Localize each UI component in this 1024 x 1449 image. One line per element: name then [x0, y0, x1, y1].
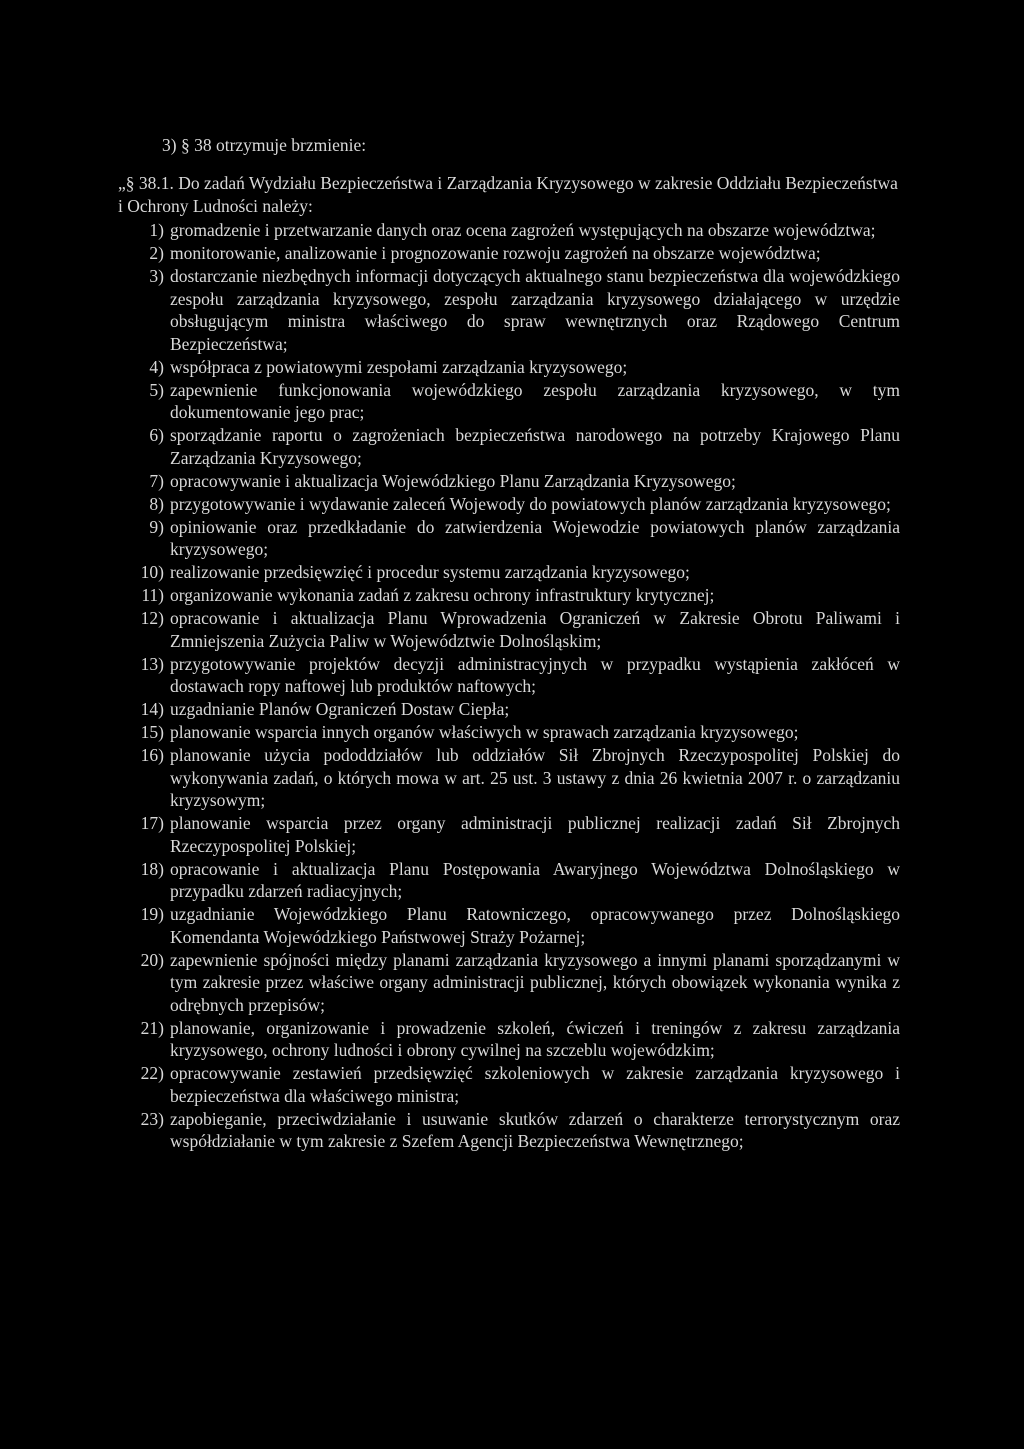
list-item-number: 8) [149, 493, 164, 514]
list-item [118, 721, 900, 744]
list-item-number: 20) [140, 949, 164, 970]
list-item-number: 7) [149, 470, 164, 491]
list-item-text: zapewnienie spójności między planami zarządzania kryzysowego a innymi planami sporządzanymi w tym zakresie przez właściwe organy administracji publicznej, których obowiązek wykonania wynika z odrębnych przepisów; [170, 949, 900, 1015]
list-item-number: 10) [140, 562, 164, 582]
list-item-text: zapewnienie funkcjonowania wojewódzkiego zespołu zarządzania kryzysowego, w tym dokumentowanie jego prac; [170, 379, 900, 422]
list-item [118, 265, 900, 355]
list-item [118, 1108, 900, 1153]
list-item-text: opracowywanie zestawień przedsięwzięć szkoleniowych w zakresie zarządzania kryzysowego i bezpieczeństwa dla właściwego ministra; [170, 1063, 900, 1106]
list-item-number: 1) [149, 220, 164, 240]
list-item-number: 15) [140, 722, 164, 742]
list-item-text: opracowanie i aktualizacja Planu Wprowadzenia Ograniczeń w Zakresie Obrotu Paliwami i Zmniejszenia Zużycia Paliw w Województwie Dolnośląskim; [170, 608, 900, 651]
list-item [118, 949, 900, 1017]
list-item-text: opiniowanie oraz przedkładanie do zatwierdzenia Wojewodzie powiatowych planów zarządzania kryzysowego; [170, 516, 900, 559]
list-item [118, 1062, 900, 1107]
list-item [118, 356, 900, 379]
section-heading: 3) § 38 otrzymuje brzmienie: [162, 135, 367, 155]
list-item [118, 379, 900, 424]
list-item-text: opracowywanie i aktualizacja Wojewódzkiego Planu Zarządzania Kryzysowego; [170, 470, 736, 491]
list-item [118, 219, 900, 242]
list-item-number: 22) [140, 1063, 164, 1083]
list-item [118, 744, 900, 812]
list-item-number: 23) [140, 1108, 164, 1129]
list-item-number: 13) [140, 653, 164, 674]
list-item [118, 424, 900, 469]
paragraph-intro: „§ 38.1. Do zadań Wydziału Bezpieczeństwa i Zarządzania Kryzysowego w zakresie Oddziału Bezpieczeństwa i Ochrony Ludności należy: [118, 173, 898, 216]
list-item-text: przygotowywanie i wydawanie zaleceń Wojewody do powiatowych planów zarządzania kryzysowego; [170, 493, 891, 514]
list-item-number: 4) [149, 356, 164, 377]
list-item [118, 561, 900, 584]
list-item-number: 11) [141, 585, 164, 605]
list-item [118, 493, 900, 516]
list-item-text: planowanie wsparcia innych organów właściwych w sprawach zarządzania kryzysowego; [170, 722, 799, 742]
list-item-text: planowanie wsparcia przez organy administracji publicznej realizacji zadań Sił Zbrojnych Rzeczypospolitej Polskiej; [170, 813, 900, 856]
list-item [118, 516, 900, 561]
list-item-text: monitorowanie, analizowanie i prognozowanie rozwoju zagrożeń na obszarze województwa; [170, 243, 821, 263]
list-item [118, 903, 900, 948]
list-item-text: dostarczanie niezbędnych informacji dotyczących aktualnego stanu bezpieczeństwa dla wojewódzkiego zespołu zarządzania kryzysowego, zespołu zarządzania kryzysowego działającego w urzędzie obsługującym ministra właściwego do spraw wewnętrznych oraz Rządowego Centrum Bezpieczeństwa; [170, 266, 900, 354]
list-item-number: 3) [149, 266, 164, 286]
list-item-number: 21) [140, 1017, 164, 1038]
list-item-number: 17) [140, 813, 164, 833]
list-item-text: organizowanie wykonania zadań z zakresu ochrony infrastruktury krytycznej; [170, 585, 715, 605]
list-item-number: 18) [140, 858, 164, 879]
list-item-number: 5) [149, 379, 164, 400]
list-item [118, 653, 900, 698]
duties-list [118, 219, 900, 1153]
list-item-number: 6) [149, 425, 164, 445]
list-item [118, 812, 900, 857]
list-item [118, 470, 900, 493]
list-item-number: 19) [140, 904, 164, 924]
list-item-text: przygotowywanie projektów decyzji administracyjnych w przypadku wystąpienia zakłóceń w dostawach ropy naftowej lub produktów naftowych; [170, 653, 900, 696]
list-item-number: 12) [140, 608, 164, 628]
list-item-number: 14) [140, 699, 164, 719]
list-item-number: 2) [149, 243, 164, 263]
list-item-number: 16) [140, 745, 164, 765]
list-item-text: realizowanie przedsięwzięć i procedur systemu zarządzania kryzysowego; [170, 562, 690, 582]
list-item [118, 607, 900, 652]
list-item-text: sporządzanie raportu o zagrożeniach bezpieczeństwa narodowego na potrzeby Krajowego Planu Zarządzania Kryzysowego; [170, 425, 900, 468]
list-item-text: zapobieganie, przeciwdziałanie i usuwanie skutków zdarzeń o charakterze terrorystycznym oraz współdziałanie w tym zakresie z Szefem Agencji Bezpieczeństwa Wewnętrznego; [170, 1108, 900, 1151]
list-item [118, 698, 900, 721]
list-item [118, 1017, 900, 1062]
list-item-text: uzgadnianie Wojewódzkiego Planu Ratowniczego, opracowywanego przez Dolnośląskiego Komendanta Wojewódzkiego Państwowej Straży Pożarnej; [170, 904, 900, 947]
list-item [118, 584, 900, 607]
list-item-text: opracowanie i aktualizacja Planu Postępowania Awaryjnego Województwa Dolnośląskiego w przypadku zdarzeń radiacyjnych; [170, 858, 900, 901]
list-item-text: współpraca z powiatowymi zespołami zarządzania kryzysowego; [170, 356, 628, 377]
list-item-text: planowanie użycia pododdziałów lub oddziałów Sił Zbrojnych Rzeczypospolitej Polskiej do wykonywania zadań, o których mowa w art. 25 ust. 3 ustawy z dnia 26 kwietnia 2007 r. o zarządzaniu kryzysowym; [170, 745, 900, 810]
list-item-text: planowanie, organizowanie i prowadzenie szkoleń, ćwiczeń i treningów z zakresu zarządzania kryzysowego, ochrony ludności i obrony cywilnej na szczeblu wojewódzkim; [170, 1017, 900, 1060]
list-item [118, 858, 900, 903]
list-item-number: 9) [149, 516, 164, 537]
list-item-text: uzgadnianie Planów Ograniczeń Dostaw Ciepła; [170, 699, 510, 719]
list-item [118, 242, 900, 265]
list-item-text: gromadzenie i przetwarzanie danych oraz ocena zagrożeń występujących na obszarze województwa; [170, 220, 876, 240]
